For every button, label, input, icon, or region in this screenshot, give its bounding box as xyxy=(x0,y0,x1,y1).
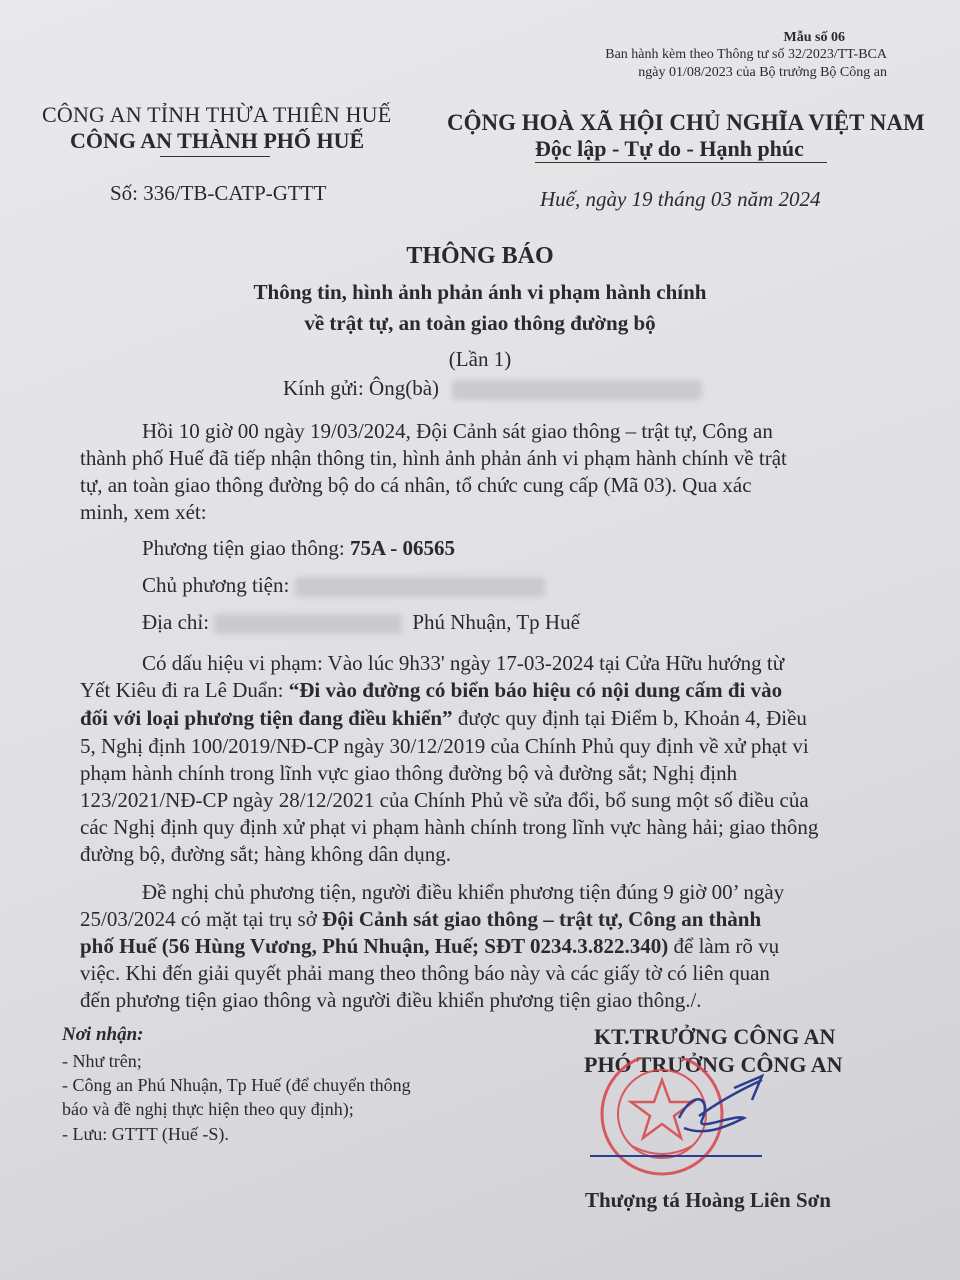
recipients-heading: Nơi nhận: xyxy=(62,1024,144,1045)
signature-title-2: PHÓ TRƯỞNG CÔNG AN xyxy=(584,1052,843,1077)
signature-title-1: KT.TRƯỞNG CÔNG AN xyxy=(594,1024,836,1049)
address-label: Địa chỉ: xyxy=(142,610,215,634)
p2-line-8: đường bộ, đường sắt; hàng không dân dụng. xyxy=(80,842,452,866)
p1-line-1: Hồi 10 giờ 00 ngày 19/03/2024, Đội Cảnh sát giao thông – trật tự, Công an xyxy=(142,419,773,443)
p1-line-3: tự, an toàn giao thông đường bộ do cá nhân, tổ chức cung cấp (Mã 03). Qua xác xyxy=(80,473,752,497)
motto-underline xyxy=(535,162,827,163)
recipient-line xyxy=(283,376,702,401)
notice-subtitle-2: về trật tự, an toàn giao thông đường bộ xyxy=(304,311,656,335)
notice-title: THÔNG BÁO xyxy=(406,243,554,269)
p2-line-6: 123/2021/NĐ-CP ngày 28/12/2021 của Chính Phủ về sửa đổi, bổ sung một số điều của xyxy=(80,788,809,812)
p2-line-7: các Nghị định quy định xử phạt vi phạm hành chính trong lĩnh vực hàng hải; giao thông xyxy=(80,815,819,839)
vehicle-label: Phương tiện giao thông: xyxy=(142,536,350,560)
p2-line-5: phạm hành chính trong lĩnh vực giao thông đường bộ và đường sắt; Nghị định xyxy=(80,761,738,785)
owner-label: Chủ phương tiện: xyxy=(142,573,295,597)
form-issued-line-1: Ban hành kèm theo Thông tư số 32/2023/TT-BCA xyxy=(605,47,887,62)
notice-round: (Lần 1) xyxy=(448,347,512,371)
p1-line-4: minh, xem xét: xyxy=(80,500,207,524)
p3-line-5: đến phương tiện giao thông và người điều khiển phương tiện giao thông./. xyxy=(80,988,702,1012)
recipient-item-2: - Công an Phú Nhuận, Tp Huế (để chuyển thông xyxy=(62,1075,411,1095)
recipient-item-1: - Như trên; xyxy=(62,1051,142,1071)
document-number: Số: 336/TB-CATP-GTTT xyxy=(110,181,327,205)
vehicle-line xyxy=(142,536,455,561)
national-motto: Độc lập - Tự do - Hạnh phúc xyxy=(535,136,804,161)
p2-line-4: 5, Nghị định 100/2019/NĐ-CP ngày 30/12/2019 của Chính Phủ quy định về xử phạt vi xyxy=(80,734,809,758)
p2-line-3-plain: được quy định tại Điểm b, Khoản 4, Điều xyxy=(452,706,807,730)
address-line xyxy=(142,610,580,635)
p3-line-3-bold: phố Huế (56 Hùng Vương, Phú Nhuận, Huế; SĐT 0234.3.822.340) xyxy=(80,934,669,958)
p3-line-2-plain: 25/03/2024 có mặt tại trụ sở xyxy=(80,907,323,931)
p2-line-1: Có dấu hiệu vi phạm: Vào lúc 9h33' ngày 17-03-2024 tại Cửa Hữu hướng từ xyxy=(142,651,785,675)
recipient-item-3: báo và đề nghị thực hiện theo quy định); xyxy=(62,1099,354,1119)
p2-line-2 xyxy=(80,678,782,703)
owner-line xyxy=(142,573,545,598)
p2-line-2-plain: Yết Kiêu đi ra Lê Duẩn: xyxy=(80,678,289,702)
notice-subtitle-1: Thông tin, hình ảnh phản ánh vi phạm hành chính xyxy=(253,280,707,304)
official-seal-and-signature xyxy=(584,1058,764,1180)
p3-line-3-plain: để làm rõ vụ xyxy=(668,934,780,958)
agency-name: CÔNG AN THÀNH PHỐ HUẾ xyxy=(70,128,365,153)
p3-line-2-bold: Đội Cảnh sát giao thông – trật tự, Công an thành xyxy=(322,907,762,931)
agency-parent: CÔNG AN TỈNH THỪA THIÊN HUẾ xyxy=(42,102,392,127)
form-issued-line-2: ngày 01/08/2023 của Bộ trưởng Bộ Công an xyxy=(638,65,887,80)
redacted-address xyxy=(214,614,402,634)
p3-line-1: Đề nghị chủ phương tiện, người điều khiển phương tiện đúng 9 giờ 00’ ngày xyxy=(142,880,785,904)
redacted-owner xyxy=(295,577,545,597)
form-number: Mẫu số 06 xyxy=(783,30,845,45)
address-tail: Phú Nhuận, Tp Huế xyxy=(412,610,580,634)
p1-line-2: thành phố Huế đã tiếp nhận thông tin, hình ảnh phản ánh vi phạm hành chính về trật xyxy=(80,446,787,470)
p3-line-4: việc. Khi đến giải quyết phải mang theo thông báo này và các giấy tờ có liên quan xyxy=(80,961,770,985)
p3-line-3 xyxy=(80,934,779,959)
place-date: Huế, ngày 19 tháng 03 năm 2024 xyxy=(540,187,821,211)
national-title: CỘNG HOÀ XÃ HỘI CHỦ NGHĨA VIỆT NAM xyxy=(447,110,925,135)
signer-name: Thượng tá Hoàng Liên Sơn xyxy=(585,1188,831,1212)
p2-line-2-bold: “Đi vào đường có biển báo hiệu có nội dung cấm đi vào xyxy=(288,678,783,702)
redacted-recipient xyxy=(452,380,702,400)
recipient-item-4: - Lưu: GTTT (Huế -S). xyxy=(62,1124,229,1144)
p2-line-3-bold: đối với loại phương tiện đang điều khiển” xyxy=(80,706,453,730)
p3-line-2 xyxy=(80,907,761,932)
vehicle-plate: 75A - 06565 xyxy=(349,536,455,560)
agency-underline xyxy=(160,156,270,157)
p2-line-3 xyxy=(80,706,807,731)
recipient-label: Kính gửi: Ông(bà) xyxy=(283,376,440,400)
